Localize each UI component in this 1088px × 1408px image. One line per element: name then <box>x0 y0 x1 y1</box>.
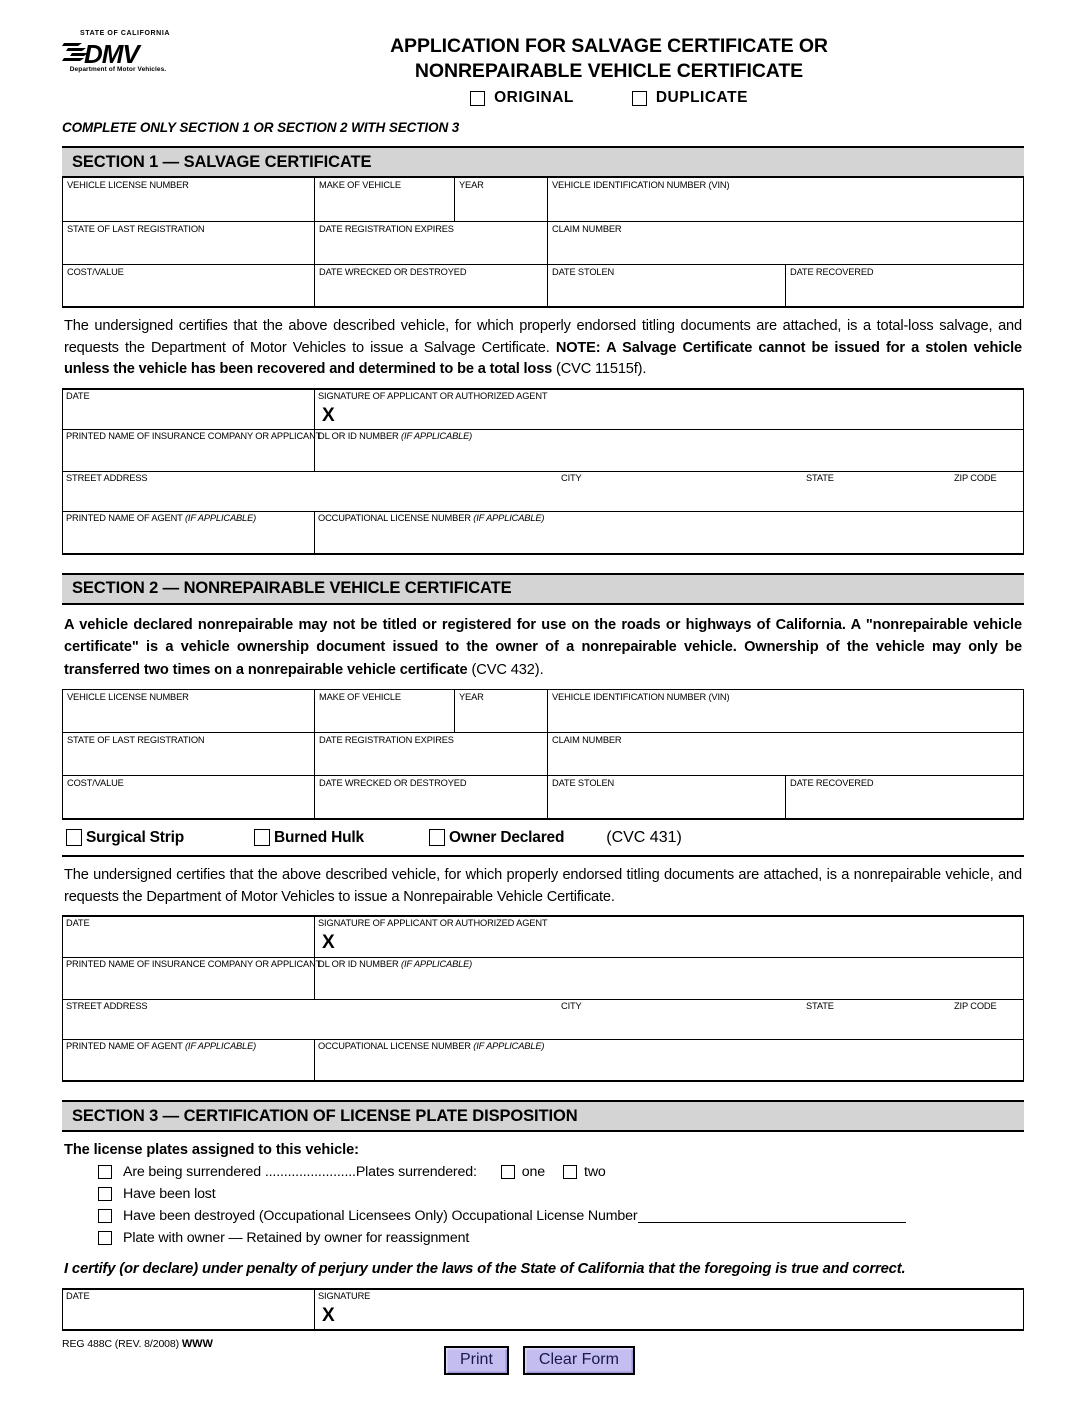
field-vin[interactable]: VEHICLE IDENTIFICATION NUMBER (VIN) <box>548 690 1024 733</box>
occupational-license-number-input[interactable] <box>638 1210 906 1223</box>
occ-label: OCCUPATIONAL LICENSE NUMBER <box>318 1040 474 1051</box>
plates-one-label: one <box>521 1164 546 1180</box>
field-signature-applicant[interactable]: SIGNATURE OF APPLICANT OR AUTHORIZED AGENT X <box>315 389 1024 430</box>
field-date-registration-expires[interactable]: DATE REGISTRATION EXPIRES <box>315 221 548 264</box>
dmv-logo <box>62 30 174 80</box>
field-vehicle-license-number[interactable]: VEHICLE LICENSE NUMBER <box>63 690 315 733</box>
cvc-431-reference: (CVC 431) <box>606 828 682 846</box>
zip-label: ZIP CODE <box>954 1000 997 1011</box>
section-2-signature-block <box>62 915 1024 1082</box>
section-1-header: SECTION 1 — SALVAGE CERTIFICATE <box>62 146 1024 178</box>
street-address-label: STREET ADDRESS <box>66 1000 148 1011</box>
field-year[interactable]: YEAR <box>455 690 548 733</box>
cert-part-3-cvc: (CVC 11515f). <box>552 361 647 377</box>
state-label: STATE <box>806 1000 834 1011</box>
original-label: ORIGINAL <box>494 89 574 106</box>
section-2-header: SECTION 2 — NONREPAIRABLE VEHICLE CERTIFICATE <box>62 573 1024 605</box>
section-3-header: SECTION 3 — CERTIFICATION OF LICENSE PLATE DISPOSITION <box>62 1100 1024 1132</box>
reg-www: WWW <box>181 1338 213 1350</box>
plates-one-checkbox-icon[interactable] <box>501 1165 515 1179</box>
plates-one-option[interactable] <box>501 1164 545 1180</box>
dmv-logo-icon <box>62 38 174 68</box>
field-printed-name-insurance[interactable]: PRINTED NAME OF INSURANCE COMPANY OR APPLICANT <box>63 957 315 999</box>
cert-part-2-note: NOTE: A Salvage Certificate cannot be issued for a stolen vehicle unless the vehicle has been recovered and determined to be a total loss <box>64 339 1023 377</box>
form-header <box>0 0 1088 135</box>
table-row <box>63 957 1024 999</box>
clear-form-button[interactable]: Clear Form <box>523 1346 635 1375</box>
field-date-wrecked[interactable]: DATE WRECKED OR DESTROYED <box>315 264 548 307</box>
table-row <box>63 690 1024 733</box>
title-line-1: APPLICATION FOR SALVAGE CERTIFICATE OR <box>390 35 828 57</box>
field-cost-value[interactable]: COST/VALUE <box>63 776 315 819</box>
field-printed-name-agent[interactable] <box>63 1039 315 1081</box>
table-row <box>63 1039 1024 1081</box>
option-have-been-lost[interactable] <box>98 1183 1024 1205</box>
city-label: CITY <box>561 473 582 483</box>
owner-declared-checkbox-icon[interactable] <box>429 829 445 846</box>
original-checkbox-icon[interactable] <box>470 91 485 106</box>
table-row <box>63 178 1024 221</box>
logo-department-text: Department of Motor Vehicles. <box>69 66 167 73</box>
cert-part-1: The undersigned certifies that the above described vehicle, for which properly endorsed titling documents are attached, is a total-loss salvage, and requests the Department of Motor Vehicles to issue a Salvage Certificate. <box>64 318 1022 356</box>
table-row <box>63 430 1024 472</box>
dl-label-italic: (IF APPLICABLE) <box>401 958 473 969</box>
form-revision-id <box>62 1338 213 1350</box>
agent-label: PRINTED NAME OF AGENT <box>66 513 185 523</box>
field-signature[interactable]: SIGNATURE X <box>315 1289 1024 1330</box>
original-duplicate-row <box>180 89 1038 107</box>
table-row <box>63 221 1024 264</box>
field-date-registration-expires[interactable]: DATE REGISTRATION EXPIRES <box>315 733 548 776</box>
field-date-stolen[interactable]: DATE STOLEN <box>548 776 786 819</box>
field-printed-name-insurance[interactable]: PRINTED NAME OF INSURANCE COMPANY OR APPLICANT <box>63 430 315 472</box>
print-button[interactable]: Print <box>444 1346 509 1375</box>
burned-hulk-label: Burned Hulk <box>274 828 364 846</box>
section-3-intro: The license plates assigned to this vehicle: <box>64 1142 359 1158</box>
retained-checkbox-icon[interactable] <box>98 1231 112 1245</box>
section-3-signature-block <box>62 1288 1024 1331</box>
duplicate-checkbox-icon[interactable] <box>632 91 647 106</box>
field-address-row[interactable] <box>63 472 1024 512</box>
option-label: Are being surrendered ........................Plates surrendered: <box>123 1164 477 1180</box>
field-date-recovered[interactable]: DATE RECOVERED <box>786 776 1024 819</box>
dl-label: DL OR ID NUMBER <box>318 431 402 441</box>
agent-label: PRINTED NAME OF AGENT <box>66 1040 185 1051</box>
destroyed-checkbox-icon[interactable] <box>98 1209 112 1223</box>
form-body <box>62 146 1024 1390</box>
table-row <box>63 264 1024 307</box>
table-row <box>63 999 1024 1039</box>
field-cost-value[interactable]: COST/VALUE <box>63 264 315 307</box>
field-claim-number[interactable]: CLAIM NUMBER <box>548 733 1024 776</box>
section-2-intro-text <box>62 605 1024 690</box>
perjury-statement: I certify (or declare) under penalty of perjury under the laws of the State of California that the foregoing is true and correct. <box>64 1261 906 1277</box>
surgical-strip-option[interactable] <box>66 829 254 847</box>
field-date-wrecked[interactable]: DATE WRECKED OR DESTROYED <box>315 776 548 819</box>
dl-label-italic: (IF APPLICABLE) <box>401 431 473 441</box>
surgical-strip-checkbox-icon[interactable] <box>66 829 82 846</box>
occ-label: OCCUPATIONAL LICENSE NUMBER <box>318 513 474 523</box>
form-footer <box>62 1334 1024 1390</box>
occ-label-italic: (IF APPLICABLE) <box>473 1040 545 1051</box>
agent-label-italic: (IF APPLICABLE) <box>184 513 257 523</box>
signature-x-mark: X <box>322 932 335 953</box>
field-date[interactable]: DATE <box>63 916 315 957</box>
zip-label: ZIP CODE <box>954 473 997 483</box>
surgical-strip-label: Surgical Strip <box>86 828 184 846</box>
option-have-been-destroyed[interactable] <box>98 1205 1024 1227</box>
field-date-stolen[interactable]: DATE STOLEN <box>548 264 786 307</box>
street-address-label: STREET ADDRESS <box>66 473 148 483</box>
section-1-signature-block <box>62 388 1024 555</box>
field-date[interactable]: DATE <box>63 389 315 430</box>
section-1-certification-text <box>62 308 1024 388</box>
signature-x-mark: X <box>322 1305 335 1326</box>
occ-label-italic: (IF APPLICABLE) <box>473 513 545 523</box>
intro-bold-part: A vehicle declared nonrepairable may not be titled or registered for use on the roads or highways of California. A "nonrepairable vehicle certificate" is a vehicle ownership document issued to the owner of a nonrepairable vehicle. Ownership of the vehicle may only be transferred two times on a nonrepairable vehicle certificate <box>64 616 1022 678</box>
owner-declared-option[interactable] <box>429 829 564 847</box>
field-vin[interactable]: VEHICLE IDENTIFICATION NUMBER (VIN) <box>548 178 1024 221</box>
field-dl-or-id-number[interactable] <box>315 957 1024 999</box>
table-row <box>63 472 1024 512</box>
svg-text:DMV: DMV <box>84 39 139 68</box>
page-title <box>180 34 1038 107</box>
dmv-wordmark-icon <box>62 38 174 68</box>
field-dl-or-id-number[interactable] <box>315 430 1024 472</box>
field-make-of-vehicle[interactable]: MAKE OF VEHICLE <box>315 690 455 733</box>
field-date-recovered[interactable]: DATE RECOVERED <box>786 264 1024 307</box>
table-row <box>63 512 1024 554</box>
logo-state-text: STATE OF CALIFORNIA <box>79 30 171 37</box>
table-row <box>63 733 1024 776</box>
field-occupational-license-number[interactable] <box>315 1039 1024 1081</box>
burned-hulk-option[interactable] <box>254 829 429 847</box>
section-2-certification-text: The undersigned certifies that the above described vehicle, for which properly endorsed titling documents are attached, is a nonrepairable vehicle, and requests the Department of Motor Vehicles to issue a Nonrepairable Vehicle Certificate. <box>64 867 1022 905</box>
table-row <box>63 776 1024 819</box>
section-1-vehicle-table <box>62 178 1024 308</box>
plates-two-checkbox-icon[interactable] <box>563 1165 577 1179</box>
section-2-vehicle-table <box>62 689 1024 819</box>
dl-label: DL OR ID NUMBER <box>318 958 402 969</box>
field-make-of-vehicle[interactable]: MAKE OF VEHICLE <box>315 178 455 221</box>
signature-x-mark: X <box>322 404 335 426</box>
field-state-of-last-registration[interactable]: STATE OF LAST REGISTRATION <box>63 221 315 264</box>
owner-declared-label: Owner Declared <box>449 828 565 846</box>
table-row <box>63 389 1024 430</box>
agent-label-italic: (IF APPLICABLE) <box>184 1040 257 1051</box>
option-plate-with-owner[interactable] <box>98 1227 1024 1249</box>
duplicate-label: DUPLICATE <box>655 89 748 106</box>
original-option[interactable] <box>470 89 574 107</box>
option-label: Have been destroyed (Occupational Licensees Only) Occupational License Number <box>123 1208 638 1224</box>
plates-two-label: two <box>584 1164 606 1180</box>
duplicate-option[interactable] <box>632 89 748 107</box>
field-printed-name-agent[interactable] <box>63 512 315 554</box>
surrendered-checkbox-icon[interactable] <box>98 1165 112 1179</box>
field-state-of-last-registration[interactable]: STATE OF LAST REGISTRATION <box>63 733 315 776</box>
field-claim-number[interactable]: CLAIM NUMBER <box>548 221 1024 264</box>
field-vehicle-license-number[interactable]: VEHICLE LICENSE NUMBER <box>63 178 315 221</box>
reg-number: REG 488C (REV. 8/2008) <box>62 1338 182 1350</box>
option-are-being-surrendered[interactable] <box>98 1161 1024 1183</box>
burned-hulk-checkbox-icon[interactable] <box>254 829 270 846</box>
license-plate-options-list <box>62 1161 1024 1249</box>
city-label: CITY <box>561 1000 582 1011</box>
lost-checkbox-icon[interactable] <box>98 1187 112 1201</box>
complete-only-note: COMPLETE ONLY SECTION 1 OR SECTION 2 WITH SECTION 3 <box>62 120 460 135</box>
field-year[interactable]: YEAR <box>455 178 548 221</box>
intro-cvc-part: (CVC 432). <box>467 661 544 678</box>
table-row <box>63 1289 1024 1330</box>
state-label: STATE <box>806 473 834 483</box>
option-label: Have been lost <box>123 1186 216 1202</box>
field-signature-applicant[interactable]: SIGNATURE OF APPLICANT OR AUTHORIZED AGENT X <box>315 916 1024 957</box>
nonrepairable-type-row <box>62 819 1024 857</box>
option-label: Plate with owner — Retained by owner for reassignment <box>123 1230 470 1246</box>
form-action-buttons <box>444 1346 635 1375</box>
field-address-row[interactable] <box>63 999 1024 1039</box>
title-line-2: NONREPAIRABLE VEHICLE CERTIFICATE <box>414 60 804 82</box>
plates-two-option[interactable] <box>563 1164 606 1180</box>
table-row <box>63 916 1024 957</box>
field-occupational-license-number[interactable] <box>315 512 1024 554</box>
field-date[interactable]: DATE <box>63 1289 315 1330</box>
